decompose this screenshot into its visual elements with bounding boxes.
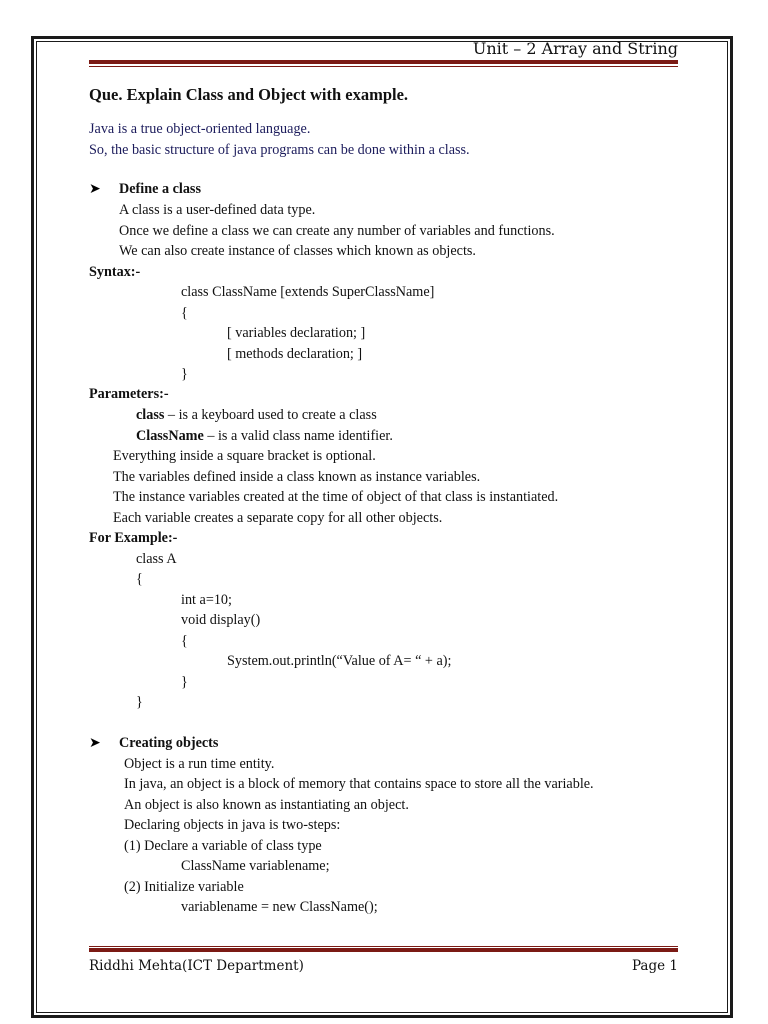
example-code-line: void display()	[181, 612, 261, 628]
syntax-label: Syntax:-	[89, 264, 141, 280]
syntax-line: [ methods declaration; ]	[227, 346, 363, 362]
define-class-line: A class is a user-defined data type.	[119, 202, 316, 218]
define-class-line: Once we define a class we can create any number of variables and functions.	[119, 223, 555, 239]
question-heading: Que. Explain Class and Object with example.	[89, 85, 409, 104]
define-class-line: We can also create instance of classes which known as objects.	[119, 243, 476, 259]
example-code-line: }	[136, 694, 143, 710]
parameter-term: class	[136, 407, 165, 423]
parameter-item	[136, 428, 393, 445]
footer-rule	[89, 948, 678, 952]
footer-rule-thin	[89, 946, 678, 947]
intro-line: So, the basic structure of java programs can be done within a class.	[89, 142, 470, 158]
example-code-line: class A	[136, 551, 177, 567]
creating-objects-line: An object is also known as instantiating an object.	[124, 797, 409, 813]
creating-objects-line: variablename = new ClassName();	[181, 899, 378, 915]
page-number: Page 1	[631, 958, 678, 974]
creating-objects-line: (1) Declare a variable of class type	[124, 838, 322, 854]
parameter-desc: – is a valid class name identifier.	[203, 428, 393, 444]
example-code-line: }	[181, 674, 188, 690]
creating-objects-line: ClassName variablename;	[181, 858, 330, 874]
creating-objects-line: (2) Initialize variable	[124, 879, 244, 895]
arrow-bullet-icon: ➤	[89, 735, 101, 751]
example-code-line: System.out.println(“Value of A= “ + a);	[227, 653, 452, 669]
intro-line: Java is a true object-oriented language.	[89, 121, 311, 137]
example-code-line: int a=10;	[181, 592, 232, 608]
creating-objects-line: Declaring objects in java is two-steps:	[124, 817, 341, 833]
parameters-line: The instance variables created at the time of object of that class is instantiated.	[113, 489, 559, 505]
example-code-line: {	[136, 571, 143, 587]
syntax-line: class ClassName [extends SuperClassName]	[181, 284, 435, 300]
parameters-line: Each variable creates a separate copy for all other objects.	[113, 510, 443, 526]
syntax-line: {	[181, 305, 188, 321]
arrow-bullet-icon: ➤	[89, 181, 101, 197]
example-label: For Example:-	[89, 530, 178, 546]
syntax-line: }	[181, 366, 188, 382]
header-title: Unit – 2 Array and String	[472, 39, 678, 58]
syntax-line: [ variables declaration; ]	[227, 325, 366, 341]
parameters-line: Everything inside a square bracket is optional.	[113, 448, 376, 464]
parameter-term: ClassName	[136, 428, 204, 444]
creating-objects-line: In java, an object is a block of memory that contains space to store all the variable.	[124, 776, 594, 792]
footer-author: Riddhi Mehta(ICT Department)	[89, 958, 304, 974]
define-class-heading: Define a class	[119, 181, 201, 197]
parameters-line: The variables defined inside a class known as instance variables.	[113, 469, 481, 485]
parameter-item	[136, 407, 377, 424]
creating-objects-heading: Creating objects	[119, 735, 219, 751]
creating-objects-line: Object is a run time entity.	[124, 756, 275, 772]
parameter-desc: – is a keyboard used to create a class	[164, 407, 377, 423]
parameters-label: Parameters:-	[89, 386, 169, 402]
header-rule	[89, 60, 678, 64]
example-code-line: {	[181, 633, 188, 649]
header-rule-thin	[89, 66, 678, 67]
